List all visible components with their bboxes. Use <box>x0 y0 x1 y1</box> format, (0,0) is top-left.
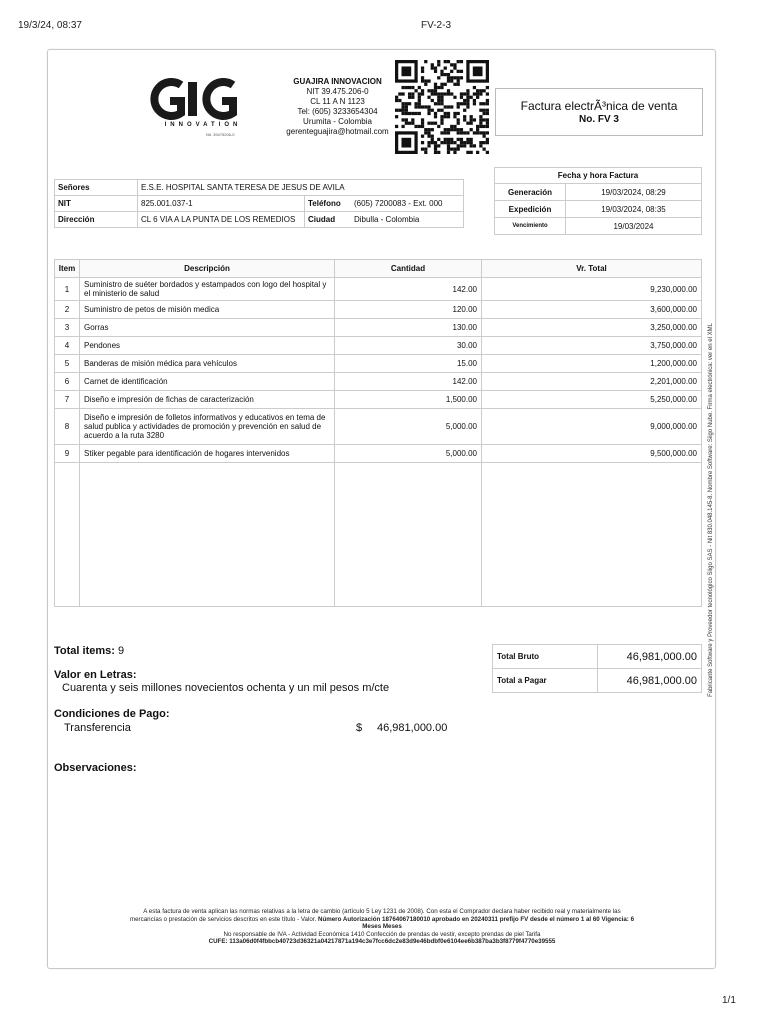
table-row <box>55 319 702 337</box>
item-description: Banderas de misión médica para vehículos <box>80 355 335 373</box>
item-description: Diseño e impresión de fichas de caracterización <box>80 391 335 409</box>
logo-nit: Nit. 39475206-0 <box>206 132 235 137</box>
invoice-title-box <box>495 88 703 136</box>
company-email: gerenteguajira@hotmail.com <box>286 127 389 136</box>
client-name: E.S.E. HOSPITAL SANTA TERESA DE JESUS DE AVILA <box>138 180 464 196</box>
letters-label: Valor en Letras: <box>54 669 137 681</box>
item-quantity: 1,500.00 <box>335 391 482 409</box>
table-row <box>55 373 702 391</box>
qr-code <box>395 60 489 154</box>
letters-value: Cuarenta y seis millones novecientos ochenta y un mil pesos m/cte <box>62 682 390 694</box>
pay-label: Total a Pagar <box>493 669 598 693</box>
city-label: Ciudad <box>305 212 351 228</box>
item-description: Diseño e impresión de folletos informativos y educativos en tema de salud publica y actividades de promoción y prevención en salud de acuerdo a la ruta 3280 <box>80 409 335 445</box>
company-nit: NIT 39.475.206-0 <box>306 87 369 96</box>
company-logo <box>148 78 268 140</box>
items-header-description: Descripción <box>80 260 335 278</box>
due-label: Vencimiento <box>495 218 566 235</box>
address-label: Dirección <box>55 212 138 228</box>
company-city: Urumita - Colombia <box>303 117 372 126</box>
legal-authorization: Número Autorización 18764067180010 aprobado en 20240311 prefijo FV desde el número 1 al 60 Vigencia: 6 <box>317 915 635 923</box>
item-number: 9 <box>55 445 80 463</box>
item-quantity: 130.00 <box>335 319 482 337</box>
item-total: 5,250,000.00 <box>482 391 702 409</box>
item-total: 3,250,000.00 <box>482 319 702 337</box>
item-number: 3 <box>55 319 80 337</box>
total-items-label: Total items: <box>54 645 115 657</box>
empty-cell <box>482 463 702 607</box>
due-date: 19/03/2024 <box>566 218 702 235</box>
table-row <box>55 337 702 355</box>
total-items <box>54 645 124 657</box>
item-number: 7 <box>55 391 80 409</box>
item-number: 6 <box>55 373 80 391</box>
table-row <box>55 391 702 409</box>
item-quantity: 15.00 <box>335 355 482 373</box>
items-header-total: Vr. Total <box>482 260 702 278</box>
payment-label: Condiciones de Pago: <box>54 708 170 720</box>
empty-cell <box>80 463 335 607</box>
item-number: 4 <box>55 337 80 355</box>
items-table <box>54 259 702 607</box>
legal-line-3: Meses Meses <box>362 923 402 931</box>
item-number: 2 <box>55 301 80 319</box>
client-info-table <box>54 179 464 228</box>
company-info <box>270 77 405 137</box>
client-city: Dibulla - Colombia <box>351 212 464 228</box>
item-quantity: 5,000.00 <box>335 409 482 445</box>
total-items-value: 9 <box>117 645 125 657</box>
vertical-note-text: Fabricante Software y Proveedor tecnológico Siigo SAS - Nit 830.048.145-8. Nombre Software: Siigo Nube. Firma electrónica: ver en el XML <box>708 322 714 697</box>
legal-line-2 <box>68 916 696 924</box>
dates-table <box>494 167 702 235</box>
legal-line-4: No responsable de IVA - Actividad Económica 1410 Confección de prendas de vestir, excepto prendas de piel Tarifa <box>223 930 541 938</box>
item-total: 3,750,000.00 <box>482 337 702 355</box>
table-row <box>55 278 702 301</box>
item-description: Suministro de petos de misión medica <box>80 301 335 319</box>
dates-header: Fecha y hora Factura <box>495 168 702 184</box>
client-nit: 825.001.037-1 <box>138 196 305 212</box>
item-total: 1,200,000.00 <box>482 355 702 373</box>
empty-cell <box>335 463 482 607</box>
item-description: Pendones <box>80 337 335 355</box>
totals-table <box>492 644 702 693</box>
company-name: GUAJIRA INNOVACION <box>293 77 382 86</box>
nit-label: NIT <box>55 196 138 212</box>
item-number: 5 <box>55 355 80 373</box>
item-total: 9,000,000.00 <box>482 409 702 445</box>
generation-date: 19/03/2024, 08:29 <box>566 184 702 201</box>
gross-label: Total Bruto <box>493 645 598 669</box>
item-quantity: 30.00 <box>335 337 482 355</box>
item-description: Suministro de suéter bordados y estampados con logo del hospital y el ministerio de salud <box>80 278 335 301</box>
gig-logo-mark <box>148 78 268 140</box>
legal-cufe: CUFE: 113a06d0f4fbbcb40723d36321a04217871a194c3e7fcc6dc2e83d9e46bdbf0e6104ee6b387ba3b3f8779f4770e39555 <box>208 938 556 946</box>
print-datetime: 19/3/24, 08:37 <box>18 20 82 31</box>
payment-currency: $ <box>356 722 363 734</box>
item-total: 2,201,000.00 <box>482 373 702 391</box>
item-description: Gorras <box>80 319 335 337</box>
client-label: Señores <box>55 180 138 196</box>
table-row <box>55 445 702 463</box>
invoice-title: Factura electrÃ³nica de venta <box>520 99 678 113</box>
table-row <box>55 355 702 373</box>
client-address: CL 6 VIA A LA PUNTA DE LOS REMEDIOS <box>138 212 305 228</box>
item-quantity: 142.00 <box>335 373 482 391</box>
item-number: 1 <box>55 278 80 301</box>
payment-amount: 46,981,000.00 <box>377 722 448 734</box>
item-total: 9,230,000.00 <box>482 278 702 301</box>
item-total: 3,600,000.00 <box>482 301 702 319</box>
item-description: Carnet de identificación <box>80 373 335 391</box>
print-doc-title: FV-2-3 <box>421 20 452 31</box>
company-address: CL 11 A N 1123 <box>310 97 365 106</box>
observations-label: Observaciones: <box>54 762 137 774</box>
items-body <box>55 278 702 607</box>
items-empty-space <box>55 463 702 607</box>
items-header-item: Item <box>55 260 80 278</box>
gross-value: 46,981,000.00 <box>598 645 702 669</box>
items-header-quantity: Cantidad <box>335 260 482 278</box>
company-phone: Tel: (605) 3233654304 <box>297 107 378 116</box>
item-description: Stiker pegable para identificación de hogares intervenidos <box>80 445 335 463</box>
expedition-date: 19/03/2024, 08:35 <box>566 201 702 218</box>
item-total: 9,500,000.00 <box>482 445 702 463</box>
print-page-number: 1/1 <box>722 995 736 1006</box>
expedition-label: Expedición <box>495 201 566 218</box>
vertical-software-note <box>704 297 718 722</box>
table-row <box>55 409 702 445</box>
table-row <box>55 301 702 319</box>
legal-line-1: A esta factura de venta aplican las normas relativas a la letra de cambio (artículo 5 Ley 1231 de 2008). Con esta el Comprador declara haber recibido real y materialmente las <box>143 908 621 915</box>
logo-word: INNOVATION <box>164 122 242 128</box>
legal-line-2a: mercancías o prestación de servicios descritos en este título - Valor. <box>129 915 317 923</box>
invoice-page <box>47 49 716 969</box>
item-number: 8 <box>55 409 80 445</box>
generation-label: Generación <box>495 184 566 201</box>
phone-label: Teléfono <box>305 196 351 212</box>
invoice-number: No. FV 3 <box>578 114 619 125</box>
pay-value: 46,981,000.00 <box>598 669 702 693</box>
item-quantity: 120.00 <box>335 301 482 319</box>
item-quantity: 142.00 <box>335 278 482 301</box>
item-quantity: 5,000.00 <box>335 445 482 463</box>
legal-notice <box>68 908 696 946</box>
client-phone: (605) 7200083 - Ext. 000 <box>351 196 464 212</box>
payment-method: Transferencia <box>64 722 131 734</box>
empty-cell <box>55 463 80 607</box>
